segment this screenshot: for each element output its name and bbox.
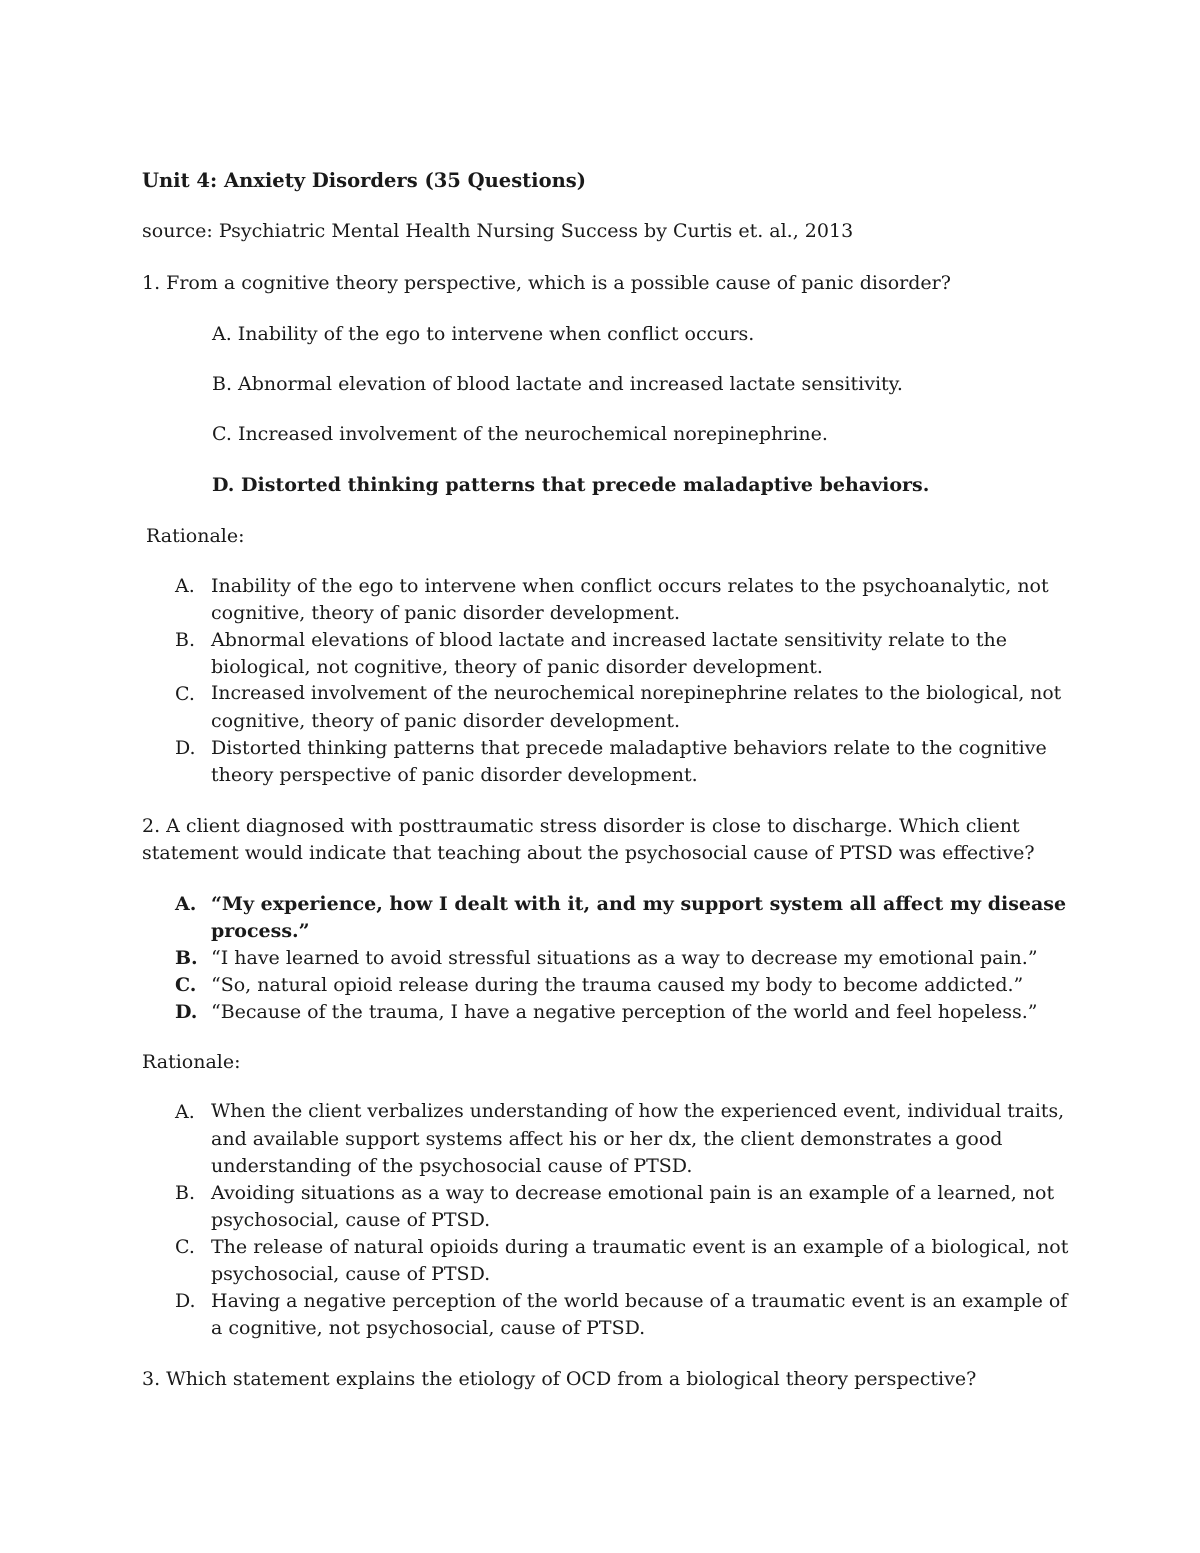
q1-option-b: B. Abnormal elevation of blood lactate and increased lactate sensitivity. <box>212 373 903 395</box>
question-2-stem-line1: 2. A client diagnosed with posttraumatic stress disorder is close to discharge. Which client <box>142 815 1020 837</box>
q1-rationale-a-line1: Inability of the ego to intervene when conflict occurs relates to the psychoanalytic, not <box>211 575 1049 597</box>
q1-rationale-d-letter: D. <box>175 737 196 759</box>
q2-rationale-b-line1: Avoiding situations as a way to decrease emotional pain is an example of a learned, not <box>211 1182 1055 1204</box>
q1-rationale-a-letter: A. <box>175 575 195 597</box>
q2-option-c-letter: C. <box>175 974 197 996</box>
q2-option-b: “I have learned to avoid stressful situations as a way to decrease my emotional pain.” <box>211 947 1038 969</box>
q2-rationale-c-line2: psychosocial, cause of PTSD. <box>211 1263 491 1285</box>
q1-rationale-c-letter: C. <box>175 683 195 705</box>
q2-rationale-d-line2: a cognitive, not psychosocial, cause of PTSD. <box>211 1317 646 1339</box>
q2-rationale-c-line1: The release of natural opioids during a traumatic event is an example of a biological, not <box>211 1236 1069 1258</box>
q2-rationale-a-line2: and available support systems affect his or her dx, the client demonstrates a good <box>211 1128 1003 1150</box>
q2-option-a-letter: A. <box>175 893 197 915</box>
q1-option-d-correct: D. Distorted thinking patterns that precede maladaptive behaviors. <box>212 474 930 496</box>
q2-option-a-correct-line2: process.” <box>211 920 310 942</box>
source-citation: source: Psychiatric Mental Health Nursing Success by Curtis et. al., 2013 <box>142 220 854 242</box>
q1-rationale-a-line2: cognitive, theory of panic disorder development. <box>211 602 681 624</box>
question-3-stem: 3. Which statement explains the etiology of OCD from a biological theory perspective? <box>142 1368 977 1390</box>
q2-rationale-b-letter: B. <box>175 1182 196 1204</box>
q1-rationale-label: Rationale: <box>146 525 245 547</box>
q2-rationale-d-letter: D. <box>175 1290 196 1312</box>
q2-rationale-a-line3: understanding of the psychosocial cause of PTSD. <box>211 1155 693 1177</box>
q2-option-d-letter: D. <box>175 1001 198 1023</box>
q1-rationale-d-line2: theory perspective of panic disorder development. <box>211 764 698 786</box>
q1-rationale-b-line1: Abnormal elevations of blood lactate and increased lactate sensitivity relate to the <box>211 629 1008 651</box>
q2-option-c: “So, natural opioid release during the trauma caused my body to become addicted.” <box>211 974 1024 996</box>
q2-option-a-correct-line1: “My experience, how I dealt with it, and my support system all affect my disease <box>211 893 1067 915</box>
question-2-stem-line2: statement would indicate that teaching about the psychosocial cause of PTSD was effective? <box>142 842 1035 864</box>
document-title: Unit 4: Anxiety Disorders (35 Questions) <box>142 169 586 192</box>
q2-rationale-d-line1: Having a negative perception of the world because of a traumatic event is an example of <box>211 1290 1068 1312</box>
q1-rationale-c-line2: cognitive, theory of panic disorder development. <box>211 710 681 732</box>
question-1-stem: 1. From a cognitive theory perspective, which is a possible cause of panic disorder? <box>142 272 951 294</box>
q2-option-b-letter: B. <box>175 947 198 969</box>
q1-rationale-b-line2: biological, not cognitive, theory of panic disorder development. <box>211 656 823 678</box>
q1-option-a: A. Inability of the ego to intervene when conflict occurs. <box>212 323 755 345</box>
q1-option-c: C. Increased involvement of the neurochemical norepinephrine. <box>212 423 828 445</box>
q1-rationale-d-line1: Distorted thinking patterns that precede maladaptive behaviors relate to the cognitive <box>211 737 1047 759</box>
q1-rationale-c-line1: Increased involvement of the neurochemical norepinephrine relates to the biological, not <box>211 683 1062 704</box>
q2-rationale-c-letter: C. <box>175 1236 195 1258</box>
q2-rationale-a-line1: When the client verbalizes understanding of how the experienced event, individual traits, <box>211 1101 1065 1122</box>
q2-rationale-a-letter: A. <box>175 1101 195 1123</box>
q2-rationale-label: Rationale: <box>142 1051 241 1073</box>
q2-rationale-b-line2: psychosocial, cause of PTSD. <box>211 1209 491 1231</box>
q1-rationale-b-letter: B. <box>175 629 196 651</box>
q2-option-d: “Because of the trauma, I have a negative perception of the world and feel hopeless.” <box>211 1001 1038 1023</box>
